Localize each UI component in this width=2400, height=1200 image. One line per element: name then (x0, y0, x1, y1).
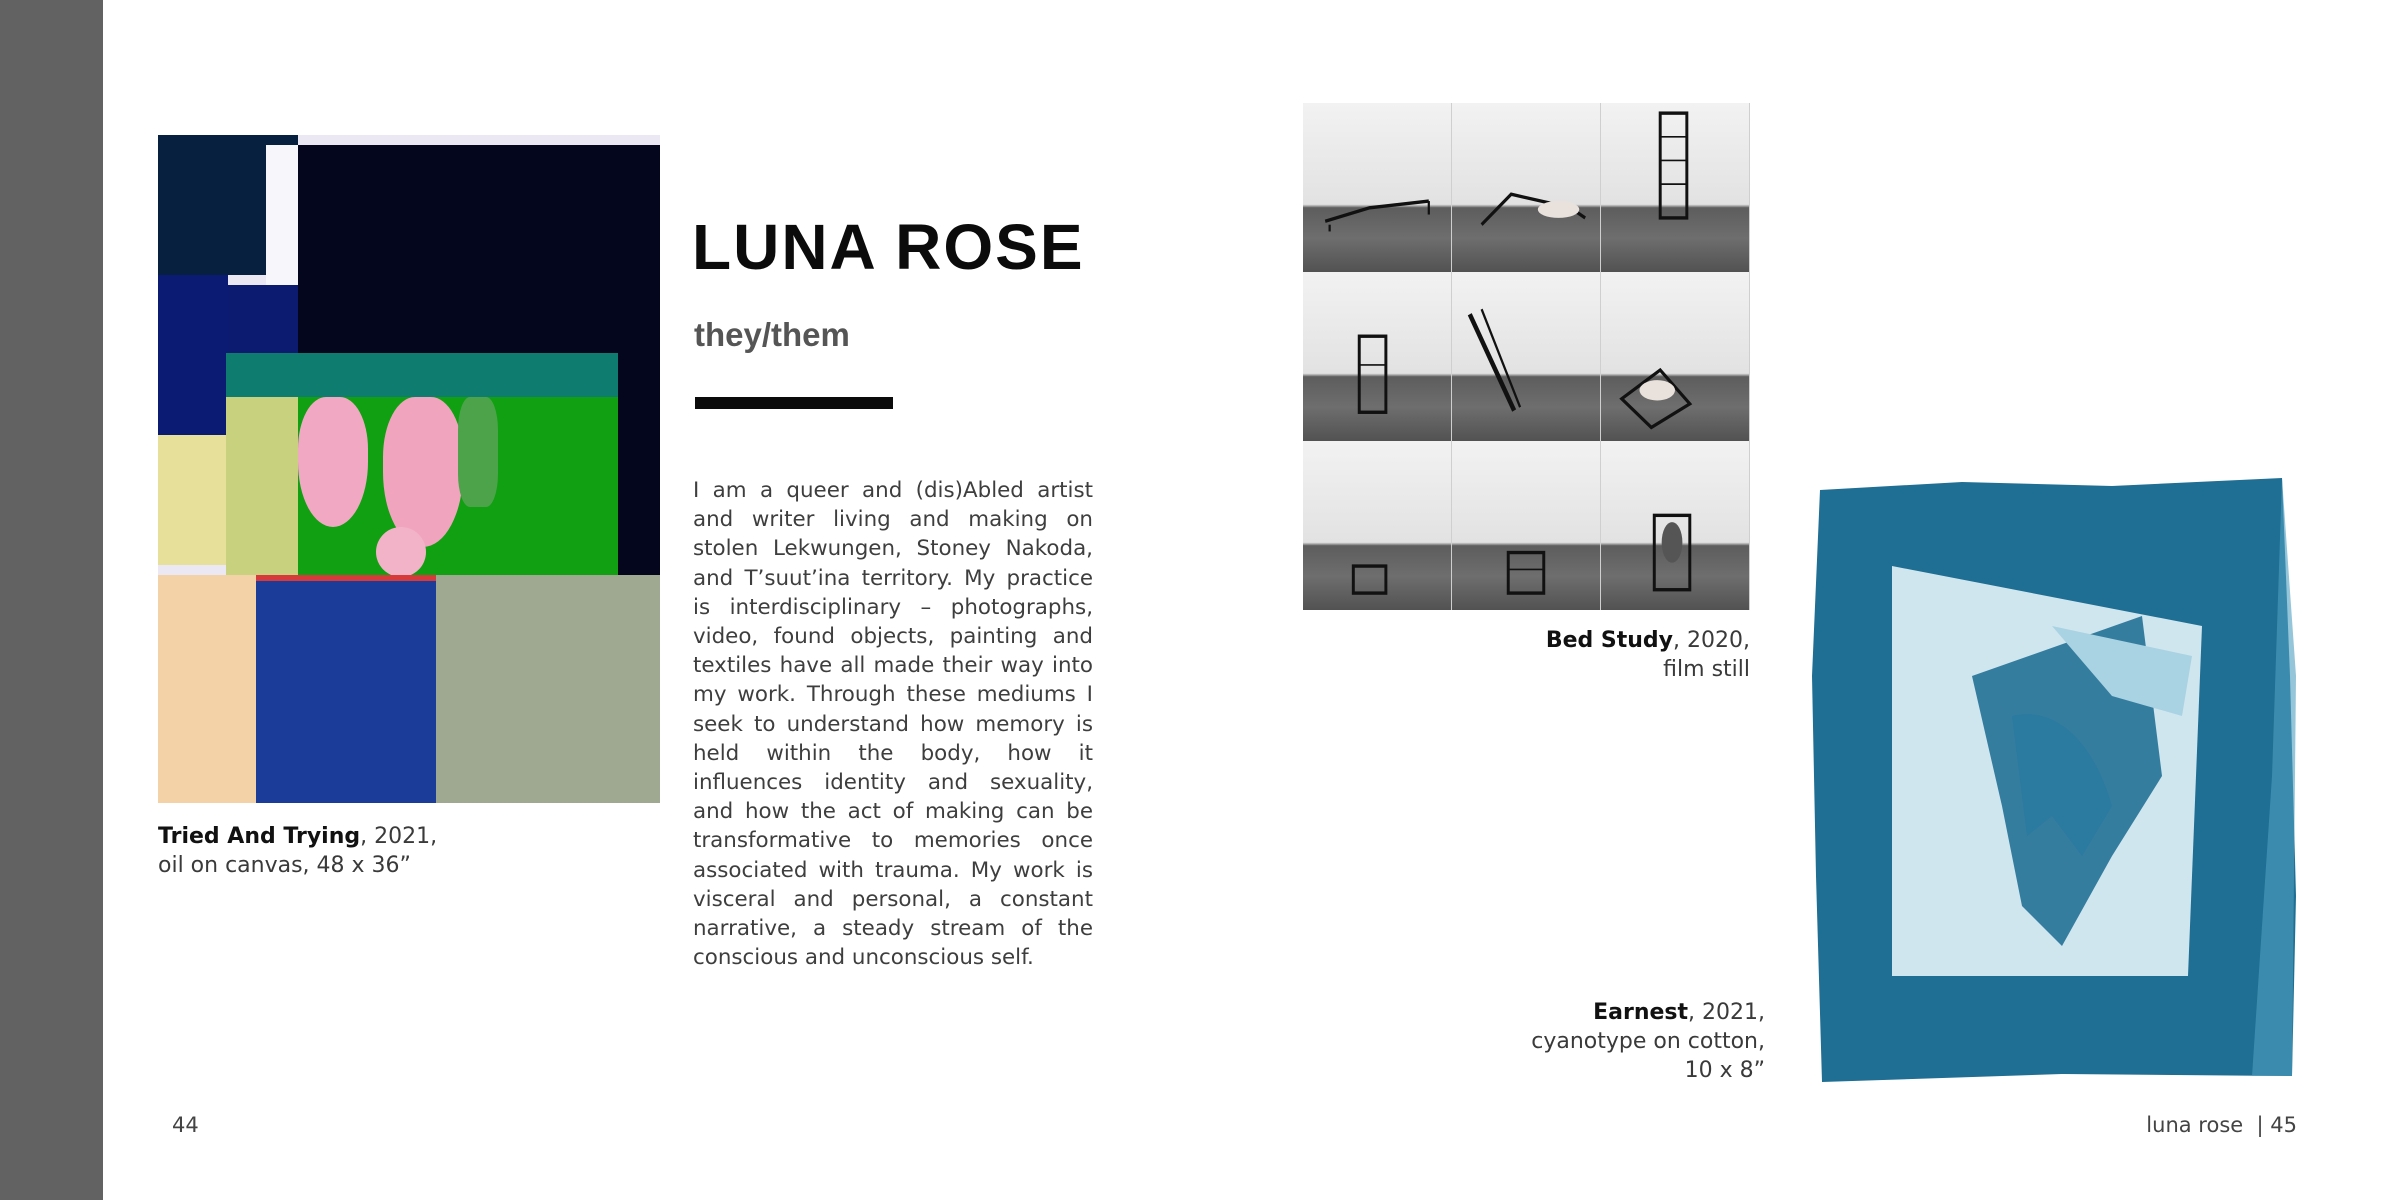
work-title: Earnest (1593, 1000, 1689, 1025)
title-rule (695, 397, 893, 409)
film-frame (1452, 272, 1601, 441)
work-title: Tried And Trying (158, 824, 361, 849)
caption-bed-study (1303, 626, 1750, 684)
film-still-grid (1303, 103, 1750, 610)
artist-name: LUNA ROSE (692, 211, 1085, 283)
film-frame (1601, 441, 1750, 610)
work-dimensions: 10 x 8” (1684, 1058, 1765, 1083)
work-year: , 2020, (1673, 628, 1750, 653)
work-medium: cyanotype on cotton, (1531, 1029, 1765, 1054)
artist-pronouns: they/them (694, 316, 850, 353)
film-frame (1303, 272, 1452, 441)
film-frame (1303, 103, 1452, 272)
film-frame (1452, 441, 1601, 610)
page-number-right: luna rose | 45 (2146, 1113, 2297, 1137)
work-medium: oil on canvas, 48 x 36” (158, 853, 411, 878)
work-title: Bed Study (1545, 628, 1674, 653)
painting-tried-and-trying (158, 135, 660, 803)
work-medium: film still (1663, 657, 1750, 682)
work-year: , 2021, (1688, 1000, 1765, 1025)
page-number-left: 44 (172, 1113, 199, 1137)
film-frame (1601, 272, 1750, 441)
film-frame (1452, 103, 1601, 272)
book-spine-edge (0, 0, 103, 1200)
artist-bio: I am a queer and (dis)Abled artist and writer living and making on stolen Lekwungen, Stoney Nakoda, and T’suut’ina territory. My practice is interdisciplinary – photographs, video, found objects, painting and textiles have all made their way into my work. Through these mediums I seek to understand how memory is held within the body, how it influences identity and sexuality, and how the act of making can be transformative to memories once associated with trauma. My work is visceral and personal, a constant narrative, a steady stream of the conscious and unconscious self. (693, 478, 1093, 971)
caption-tried-and-trying (158, 822, 437, 880)
cyanotype-earnest (1812, 476, 2297, 1082)
caption-earnest (1450, 998, 1765, 1085)
film-frame (1303, 441, 1452, 610)
film-frame (1601, 103, 1750, 272)
work-year: , 2021, (360, 824, 438, 849)
